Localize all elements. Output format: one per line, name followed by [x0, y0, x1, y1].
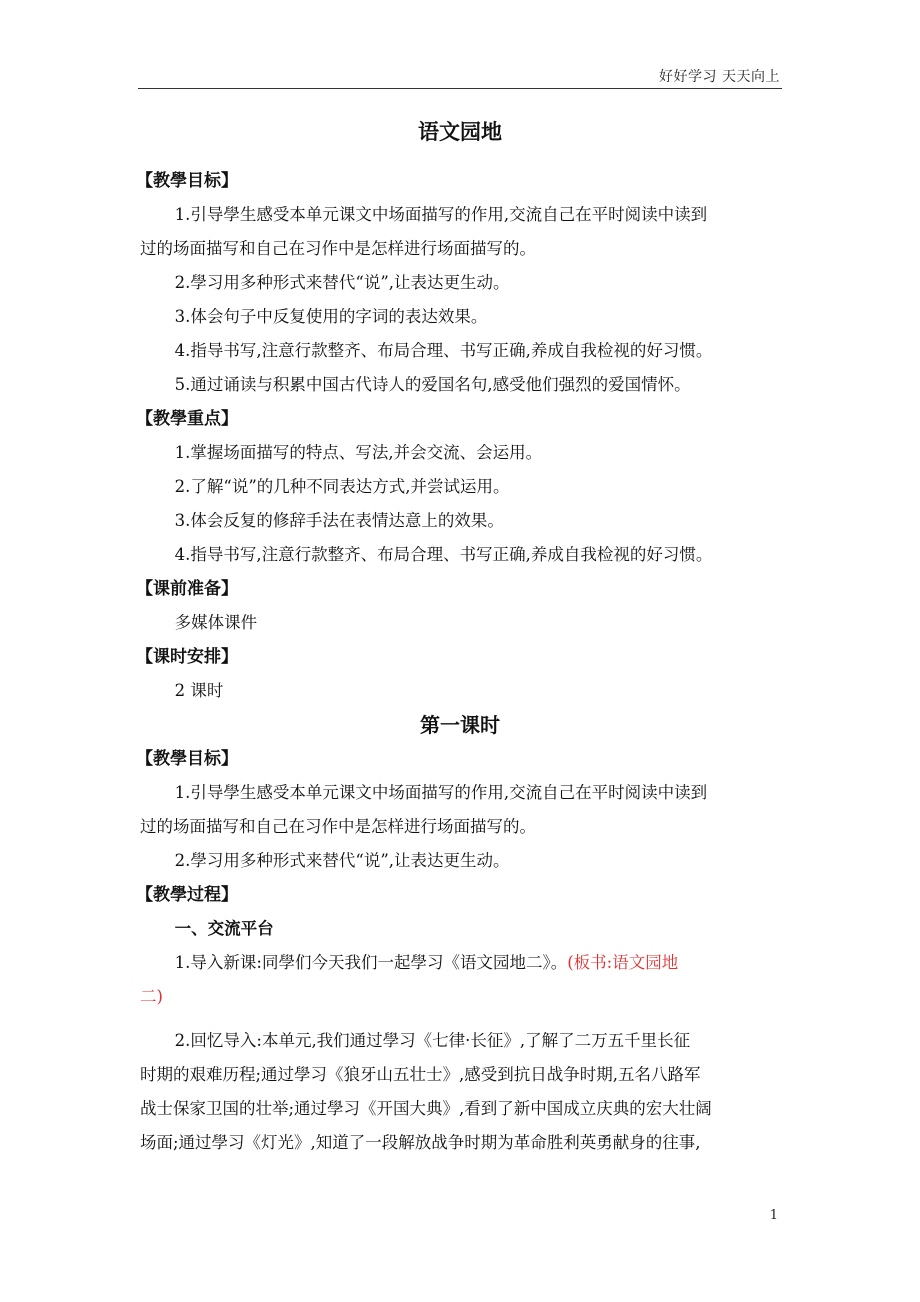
prep-text: 多媒体课件: [174, 613, 258, 632]
page-number: 1: [769, 1208, 778, 1223]
step1-board-note: (板书:语文园地: [567, 953, 679, 972]
step2-paragraph: 2.回忆导入:本单元,我们通过學习《七律·长征》,了解了二万五千里长征 时期的艰难历程;通过學习《狼牙山五壮士》,感受到抗日战争时期,五名八路军 战士保家卫国的壮举;通过學习《开国大典》,看到了新中国成立庆典的宏大壮阔 场面;通过學习《灯光》,知道了一段解放战争时期为革命胜利英勇献身的往事,: [140, 1031, 712, 1152]
focus-item-1: 1.掌握场面描写的特点、写法,并会交流、会运用。: [174, 443, 543, 462]
goal-item-3: 3.体会句子中反复使用的字词的表达效果。: [174, 307, 488, 326]
goal-item-5: 5.通过诵读与积累中国古代诗人的爱国名句,感受他们强烈的爱国情怀。: [174, 375, 691, 394]
goal-item-1: 1.引导學生感受本单元课文中场面描写的作用,交流自己在平时阅读中读到 过的场面描写和自己在习作中是怎样进行场面描写的。: [140, 205, 708, 258]
focus-item-2: 2.了解“说”的几种不同表达方式,并尝试运用。: [174, 477, 510, 496]
lesson1-heading-process: 【教學过程】: [136, 885, 238, 905]
section-heading-schedule: 【课时安排】: [136, 647, 238, 667]
header-rule: [138, 88, 782, 89]
part1-heading: 一、交流平台: [174, 919, 274, 938]
goal-item-4: 4.指导书写,注意行款整齐、布局合理、书写正确,养成自我检视的好习惯。: [174, 341, 713, 360]
step1-text: 1.导入新课:同學们今天我们一起學习《语文园地二》。: [174, 953, 568, 972]
section-heading-goals: 【教學目标】: [136, 171, 238, 191]
lesson1-heading-goals: 【教學目标】: [136, 749, 238, 769]
document-title: 语文园地: [418, 120, 502, 144]
lesson1-goal-item-2: 2.學习用多种形式来替代“说”,让表达更生动。: [174, 851, 510, 870]
step1-paragraph: [140, 946, 780, 1014]
section-heading-focus: 【教學重点】: [136, 409, 238, 429]
schedule-text: 2 课时: [174, 681, 224, 700]
step1-board-note-cont: 二): [140, 987, 163, 1006]
header-motto: 好好学习 天天向上: [659, 69, 780, 85]
goal-item-2: 2.學习用多种形式来替代“说”,让表达更生动。: [174, 273, 510, 292]
section-heading-prep: 【课前准备】: [136, 579, 238, 599]
lesson1-goal-item-1: 1.引导學生感受本单元课文中场面描写的作用,交流自己在平时阅读中读到 过的场面描写和自己在习作中是怎样进行场面描写的。: [140, 783, 708, 836]
focus-item-4: 4.指导书写,注意行款整齐、布局合理、书写正确,养成自我检视的好习惯。: [174, 545, 713, 564]
document-body: [136, 164, 780, 1160]
lesson1-title: 第一课时: [420, 713, 500, 737]
focus-item-3: 3.体会反复的修辞手法在表情达意上的效果。: [174, 511, 504, 530]
